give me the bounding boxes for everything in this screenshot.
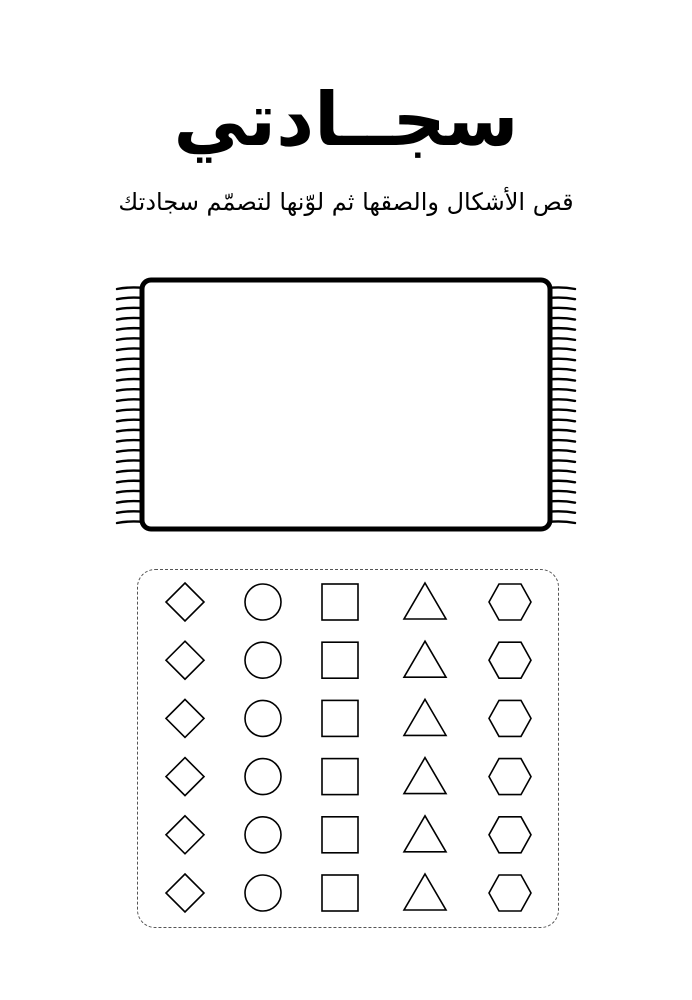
square-shape [322,875,358,911]
hexagon-shape [489,759,531,795]
circle-shape [245,817,281,853]
circle-shape [245,642,281,678]
triangle-shape [404,816,446,852]
circle-shape [245,875,281,911]
triangle-shape [404,641,446,677]
diamond-shape [166,816,204,854]
circle-shape [245,759,281,795]
hexagon-shape [489,875,531,911]
square-shape [322,700,358,736]
worksheet-title: سجــادتي [173,77,519,163]
hexagon-shape [489,584,531,620]
worksheet-instruction: قص الأشكال والصقها ثم لوّنها لتصمّم سجادتك [118,188,574,216]
shapes-grid [137,569,559,928]
diamond-shape [166,583,204,621]
rug-body [142,280,550,529]
diamond-shape [166,758,204,796]
hexagon-shape [489,700,531,736]
triangle-shape [404,758,446,794]
hexagon-shape [489,642,531,678]
diamond-shape [166,641,204,679]
hexagon-shape [489,817,531,853]
square-shape [322,642,358,678]
circle-shape [245,700,281,736]
square-shape [322,759,358,795]
square-shape [322,584,358,620]
diamond-shape [166,874,204,912]
rug-outline-icon [112,274,580,536]
triangle-shape [404,583,446,619]
diamond-shape [166,699,204,737]
triangle-shape [404,699,446,735]
circle-shape [245,584,281,620]
triangle-shape [404,874,446,910]
square-shape [322,817,358,853]
